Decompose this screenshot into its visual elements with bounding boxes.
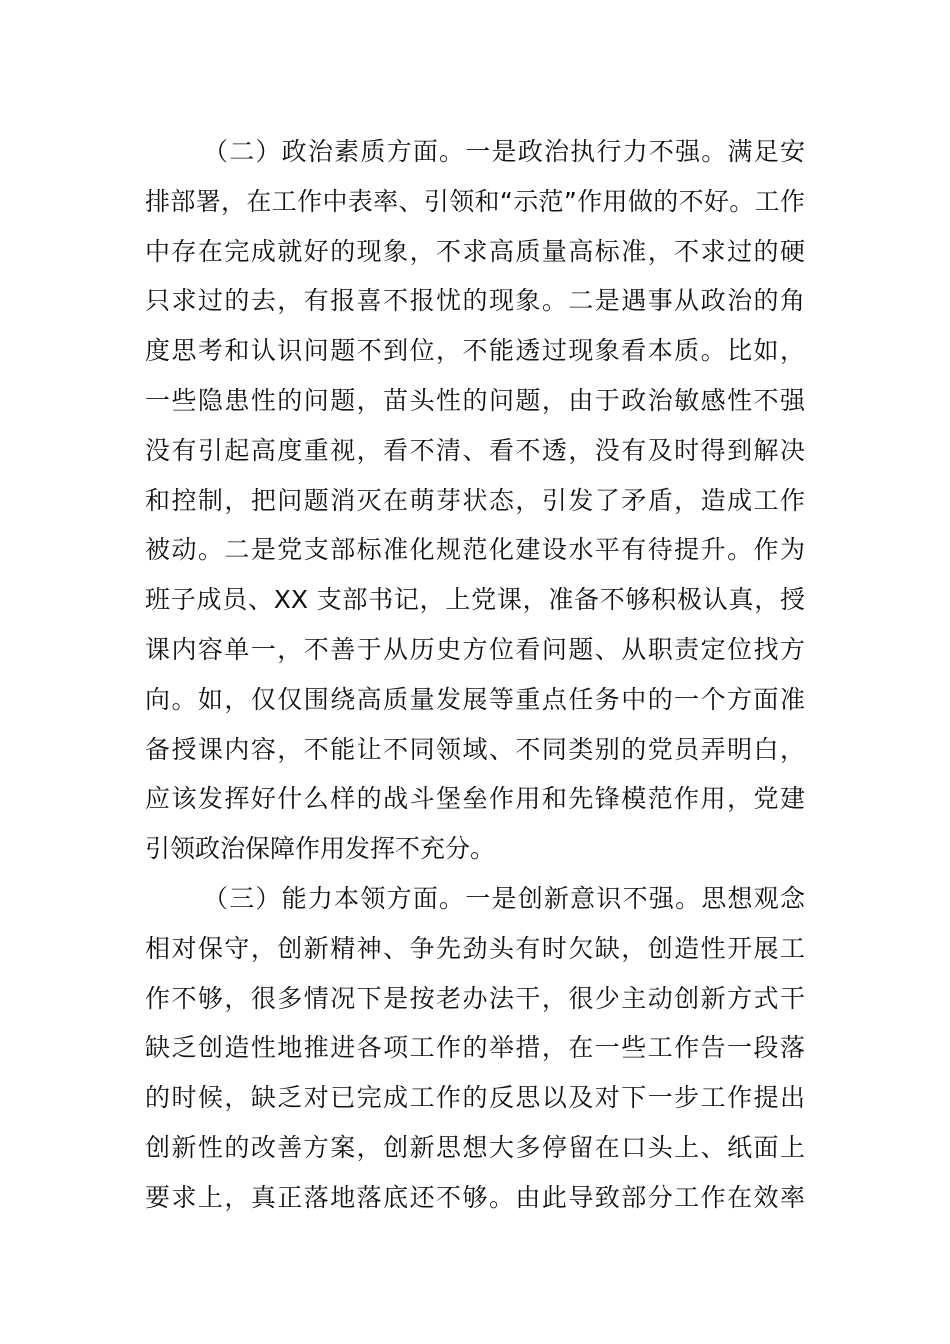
text-line: 度思考和认识问题不到位，不能透过现象看本质。比如， [145, 336, 805, 366]
document-body [145, 127, 805, 1223]
text-line: 排部署，在工作中表率、引领和“示范”作用做的不好。工作 [145, 186, 805, 216]
text-line: 创新性的改善方案，创新思想大多停留在口头上、纸面上 [145, 1132, 805, 1162]
text-line: 没有引起高度重视，看不清、看不透，没有及时得到解决 [145, 435, 805, 465]
text-line: 应该发挥好什么样的战斗堡垒作用和先锋模范作用，党建 [145, 784, 805, 814]
text-line: 中存在完成就好的现象，不求高质量高标准，不求过的硬 [145, 236, 805, 266]
text-line: （三）能力本领方面。一是创新意识不强。思想观念 [203, 883, 805, 913]
text-line: 和控制，把问题消灭在萌芽状态，引发了矛盾，造成工作 [145, 485, 805, 515]
text-line: 要求上，真正落地落底还不够。由此导致部分工作在效率 [145, 1182, 805, 1212]
text-line: （二）政治素质方面。一是政治执行力不强。满足安 [203, 137, 805, 166]
text-line: 班子成员、XX 支部书记，上党课，准备不够积极认真，授 [145, 585, 805, 615]
paragraph-capability [145, 874, 805, 1223]
text-line: 一些隐患性的问题，苗头性的问题，由于政治敏感性不强 [145, 385, 805, 415]
text-line: 备授课内容，不能让不同领域、不同类别的党员弄明白， [145, 734, 805, 764]
text-line: 课内容单一，不善于从历史方位看问题、从职责定位找方 [145, 634, 805, 664]
text-line: 被动。二是党支部标准化规范化建设水平有待提升。作为 [145, 535, 805, 565]
text-line: 引领政治保障作用发挥不充分。 [145, 834, 496, 864]
text-line: 作不够，很多情况下是按老办法干，很少主动创新方式干 [145, 983, 805, 1013]
text-line: 相对保守，创新精神、争先劲头有时欠缺，创造性开展工 [145, 933, 805, 963]
text-line: 只求过的去，有报喜不报忧的现象。二是遇事从政治的角 [145, 286, 805, 316]
text-line: 缺乏创造性地推进各项工作的举措，在一些工作告一段落 [145, 1033, 805, 1063]
text-line: 的时候，缺乏对已完成工作的反思以及对下一步工作提出 [145, 1083, 805, 1113]
text-line: 向。如，仅仅围绕高质量发展等重点任务中的一个方面准 [145, 684, 805, 714]
paragraph-political-quality [145, 127, 805, 874]
